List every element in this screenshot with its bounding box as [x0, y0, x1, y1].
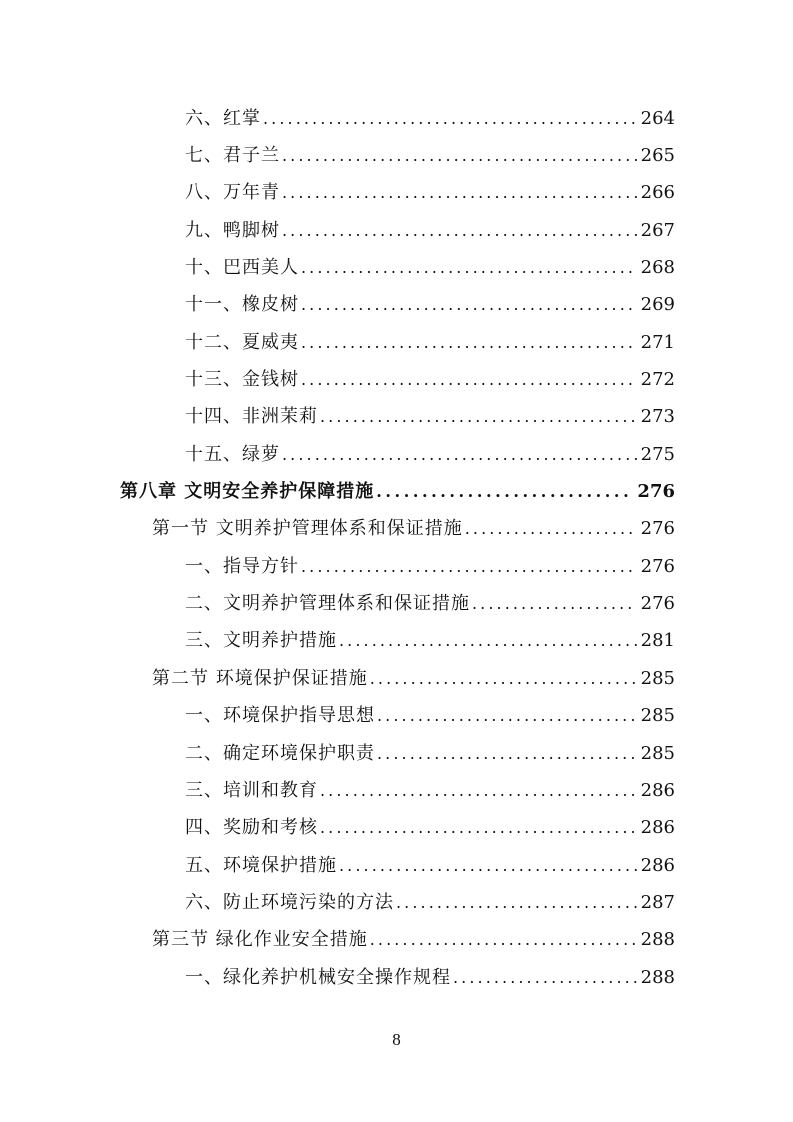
- page-number: 8: [392, 1030, 401, 1049]
- toc-entry-title: 二、确定环境保护职责: [185, 742, 375, 764]
- toc-dot-leader: [301, 372, 637, 388]
- toc-entry-page: 287: [640, 891, 675, 913]
- toc-entry-page: 281: [640, 630, 675, 652]
- toc-entry-title: 第二节 环境保护保证措施: [152, 667, 368, 689]
- toc-entry-page: 286: [640, 854, 675, 876]
- toc-entry[interactable]: [0, 287, 793, 324]
- toc-entry-page: 276: [640, 555, 675, 577]
- toc-section-entry[interactable]: [0, 922, 793, 959]
- toc-dot-leader: [453, 970, 637, 986]
- toc-entry[interactable]: [0, 959, 793, 996]
- toc-entry-title: 十五、绿萝: [185, 443, 280, 465]
- toc-entry-title: 十、巴西美人: [185, 257, 299, 279]
- toc-dot-leader: [301, 559, 637, 575]
- toc-entry[interactable]: [0, 810, 793, 847]
- toc-dot-leader: [282, 223, 637, 239]
- toc-entry[interactable]: [0, 175, 793, 212]
- toc-entry[interactable]: [0, 585, 793, 622]
- toc-entry-page: 276: [637, 481, 675, 503]
- toc-entry-title: 第一节 文明养护管理体系和保证措施: [152, 518, 463, 540]
- toc-dot-leader: [320, 409, 637, 425]
- toc-entry[interactable]: [0, 847, 793, 884]
- toc-entry[interactable]: [0, 884, 793, 921]
- toc-entry-page: 271: [640, 331, 675, 353]
- toc-entry-title: 四、奖励和考核: [185, 817, 318, 839]
- toc-entry[interactable]: [0, 324, 793, 361]
- toc-dot-leader: [339, 633, 637, 649]
- toc-section-entry[interactable]: [0, 660, 793, 697]
- toc-entry-page: 286: [640, 779, 675, 801]
- toc-dot-leader: [377, 708, 637, 724]
- toc-entry-page: 268: [640, 257, 675, 279]
- toc-entry-title: 第三节 绿化作业安全措施: [152, 929, 368, 951]
- toc-entry[interactable]: [0, 735, 793, 772]
- toc-entry-title: 十一、橡皮树: [185, 294, 299, 316]
- toc-entry[interactable]: [0, 772, 793, 809]
- toc-entry-page: 276: [640, 518, 675, 540]
- toc-dot-leader: [282, 447, 637, 463]
- toc-dot-leader: [282, 185, 637, 201]
- toc-dot-leader: [370, 671, 637, 687]
- toc-dot-leader: [320, 820, 637, 836]
- toc-dot-leader: [301, 335, 637, 351]
- toc-entry[interactable]: [0, 623, 793, 660]
- toc-entry-title: 六、红掌: [185, 107, 261, 129]
- toc-entry-title: 十二、夏威夷: [185, 331, 299, 353]
- toc-dot-leader: [301, 260, 637, 276]
- toc-dot-leader: [339, 858, 637, 874]
- toc-entry-title: 一、指导方针: [185, 555, 299, 577]
- toc-entry-page: 266: [640, 182, 675, 204]
- toc-entry-page: 286: [640, 817, 675, 839]
- toc-entry-title: 十三、金钱树: [185, 369, 299, 391]
- toc-entry-title: 一、环境保护指导思想: [185, 705, 375, 727]
- toc-dot-leader: [301, 297, 637, 313]
- toc-entry-title: 九、鸭脚树: [185, 219, 280, 241]
- toc-entry-title: 一、绿化养护机械安全操作规程: [185, 966, 451, 988]
- toc-entry[interactable]: [0, 212, 793, 249]
- table-of-contents: [0, 100, 793, 996]
- toc-entry[interactable]: [0, 698, 793, 735]
- toc-entry-page: 267: [640, 219, 675, 241]
- toc-entry[interactable]: [0, 249, 793, 286]
- toc-entry-page: 285: [640, 742, 675, 764]
- toc-entry[interactable]: [0, 548, 793, 585]
- toc-entry-page: 285: [640, 667, 675, 689]
- toc-entry[interactable]: [0, 100, 793, 137]
- toc-dot-leader: [282, 148, 637, 164]
- toc-entry[interactable]: [0, 137, 793, 174]
- toc-entry[interactable]: [0, 361, 793, 398]
- toc-dot-leader: [396, 895, 637, 911]
- toc-entry-page: 264: [640, 107, 675, 129]
- toc-dot-leader: [370, 932, 637, 948]
- toc-entry-title: 三、培训和教育: [185, 779, 318, 801]
- toc-section-entry[interactable]: [0, 511, 793, 548]
- toc-dot-leader: [320, 783, 637, 799]
- toc-entry[interactable]: [0, 436, 793, 473]
- toc-entry-page: 288: [640, 966, 675, 988]
- toc-dot-leader: [376, 484, 633, 500]
- toc-dot-leader: [377, 746, 637, 762]
- toc-dot-leader: [263, 111, 637, 127]
- toc-entry-page: 269: [640, 294, 675, 316]
- toc-entry-page: 265: [640, 145, 675, 167]
- toc-entry-title: 七、君子兰: [185, 145, 280, 167]
- toc-entry-page: 275: [640, 443, 675, 465]
- toc-entry-page: 288: [640, 929, 675, 951]
- toc-dot-leader: [472, 596, 637, 612]
- toc-entry-page: 272: [640, 369, 675, 391]
- toc-entry-page: 285: [640, 705, 675, 727]
- toc-entry-title: 三、文明养护措施: [185, 630, 337, 652]
- toc-entry-title: 第八章 文明安全养护保障措施: [120, 481, 375, 503]
- toc-entry-title: 十四、非洲茉莉: [185, 406, 318, 428]
- toc-entry-title: 二、文明养护管理体系和保证措施: [185, 593, 470, 615]
- toc-chapter-entry[interactable]: [0, 473, 793, 510]
- toc-entry[interactable]: [0, 399, 793, 436]
- toc-entry-title: 六、防止环境污染的方法: [185, 891, 394, 913]
- toc-entry-page: 276: [640, 593, 675, 615]
- toc-dot-leader: [465, 521, 637, 537]
- toc-entry-title: 八、万年青: [185, 182, 280, 204]
- toc-entry-page: 273: [640, 406, 675, 428]
- toc-entry-title: 五、环境保护措施: [185, 854, 337, 876]
